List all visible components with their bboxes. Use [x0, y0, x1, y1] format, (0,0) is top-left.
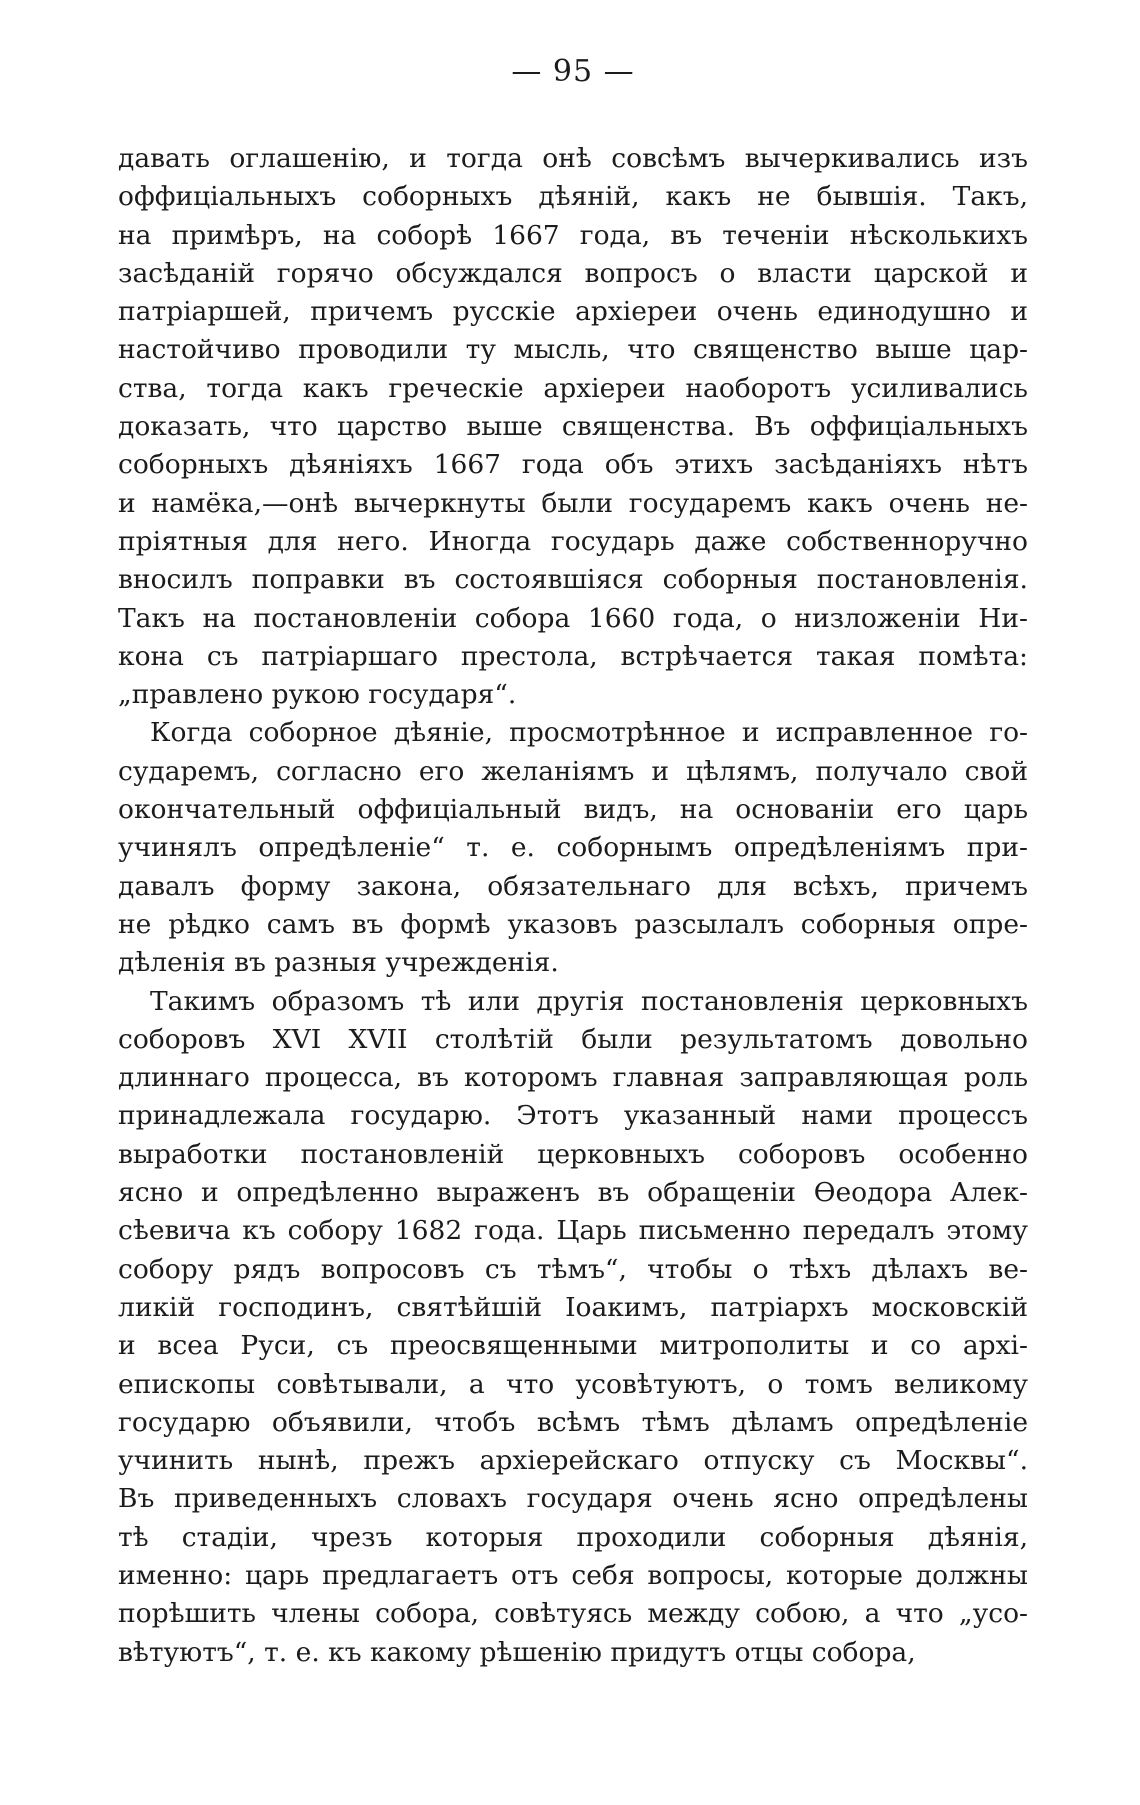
text-line: именно: царь предлагаетъ отъ себя вопросы, которые должны — [118, 1559, 1028, 1591]
text-line: давалъ форму закона, обязательнаго для всѣхъ, причемъ — [118, 870, 1028, 902]
text-line: пріятныя для него. Иногда государь даже собственноручно — [118, 525, 1028, 557]
text-line: государю объявили, чтобъ всѣмъ тѣмъ дѣламъ опредѣленіе — [118, 1406, 1028, 1438]
text-line: оффиціальныхъ соборныхъ дѣяній, какъ не бывшія. Такъ, — [118, 181, 1028, 213]
text-line: засѣданій горячо обсуждался вопросъ о власти царской и — [118, 257, 1028, 289]
text-line: Такимъ образомъ тѣ или другія постановленія церковныхъ — [150, 985, 1028, 1017]
text-line: епископы совѣтывали, а что усовѣтуютъ, о томъ великому — [118, 1368, 1028, 1400]
text-line: сѣевича къ собору 1682 года. Царь письменно передалъ этому — [118, 1215, 1028, 1247]
text-line: и всеа Руси, съ преосвященными митрополиты и со архі- — [118, 1330, 1028, 1362]
text-line: Такъ на постановленіи собора 1660 года, о низложеніи Ни- — [118, 602, 1028, 634]
text-line: окончательный оффиціальный видъ, на основаніи его царь — [118, 794, 1028, 826]
text-line: не рѣдко самъ въ формѣ указовъ разсылалъ соборныя опре- — [118, 908, 1028, 940]
paragraph-2 — [118, 714, 1028, 982]
text-line: вносилъ поправки въ состоявшіяся соборныя постановленія. — [118, 564, 1028, 596]
text-line: и намёка,—онѣ вычеркнуты были государемъ какъ очень не- — [118, 487, 1028, 519]
text-line: ясно и опредѣленно выраженъ въ обращеніи Ѳеодора Алек- — [118, 1177, 1028, 1209]
text-line: ликій господинъ, святѣйшій Іоакимъ, патріархъ московскій — [118, 1291, 1028, 1323]
text-line: собору рядъ вопросовъ съ тѣмъ“, чтобы о тѣхъ дѣлахъ ве- — [118, 1253, 1028, 1285]
page-text — [118, 140, 1028, 1672]
text-line: дѣленія въ разныя учрежденія. — [118, 947, 559, 979]
text-line: Когда соборное дѣяніе, просмотрѣнное и исправленное го- — [150, 717, 1028, 749]
book-page — [118, 52, 1028, 1772]
text-line: Въ приведенныхъ словахъ государя очень ясно опредѣлены — [118, 1483, 1028, 1515]
text-line: патріаршей, причемъ русскіе архіереи очень единодушно и — [118, 296, 1028, 328]
text-line: длиннаго процесса, въ которомъ главная заправляющая роль — [118, 1062, 1028, 1094]
text-line: учинить нынѣ, прежъ архіерейскаго отпуску съ Москвы“. — [118, 1445, 1028, 1477]
text-line: соборовъ XVI XVII столѣтій были результатомъ довольно — [118, 1023, 1028, 1055]
paragraph-3 — [118, 983, 1028, 1672]
text-line: учинялъ опредѣленіе“ т. е. соборнымъ опредѣленіямъ при- — [118, 832, 1028, 864]
text-line: кона съ патріаршаго престола, встрѣчается такая помѣта: — [118, 640, 1028, 672]
text-line: настойчиво проводили ту мысль, что священство выше цар- — [118, 334, 1028, 366]
page-number: — 95 — — [511, 54, 635, 89]
text-line: ства, тогда какъ греческіе архіереи наоборотъ усиливались — [118, 372, 1028, 404]
text-line: тѣ стадіи, чрезъ которыя проходили соборныя дѣянія, — [118, 1521, 1028, 1553]
text-line: порѣшить члены собора, совѣтуясь между собою, а что „усо- — [118, 1598, 1028, 1630]
text-line: выработки постановленій церковныхъ соборовъ особенно — [118, 1138, 1028, 1170]
text-line: доказать, что царство выше священства. Въ оффиціальныхъ — [118, 411, 1028, 443]
text-line: соборныхъ дѣяніяхъ 1667 года объ этихъ засѣданіяхъ нѣтъ — [118, 449, 1028, 481]
text-line: вѣтуютъ“, т. е. къ какому рѣшенію придутъ отцы собора, — [118, 1636, 916, 1668]
text-line: сударемъ, согласно его желаніямъ и цѣлямъ, получало свой — [118, 755, 1028, 787]
text-line: давать оглашенію, и тогда онѣ совсѣмъ вычеркивались изъ — [118, 143, 1028, 174]
text-line: на примѣръ, на соборѣ 1667 года, въ теченіи нѣсколькихъ — [118, 219, 1028, 251]
text-line: принадлежала государю. Этотъ указанный нами процессъ — [118, 1100, 1028, 1132]
text-line: „правлено рукою государя“. — [118, 679, 517, 711]
paragraph-1 — [118, 140, 1028, 714]
